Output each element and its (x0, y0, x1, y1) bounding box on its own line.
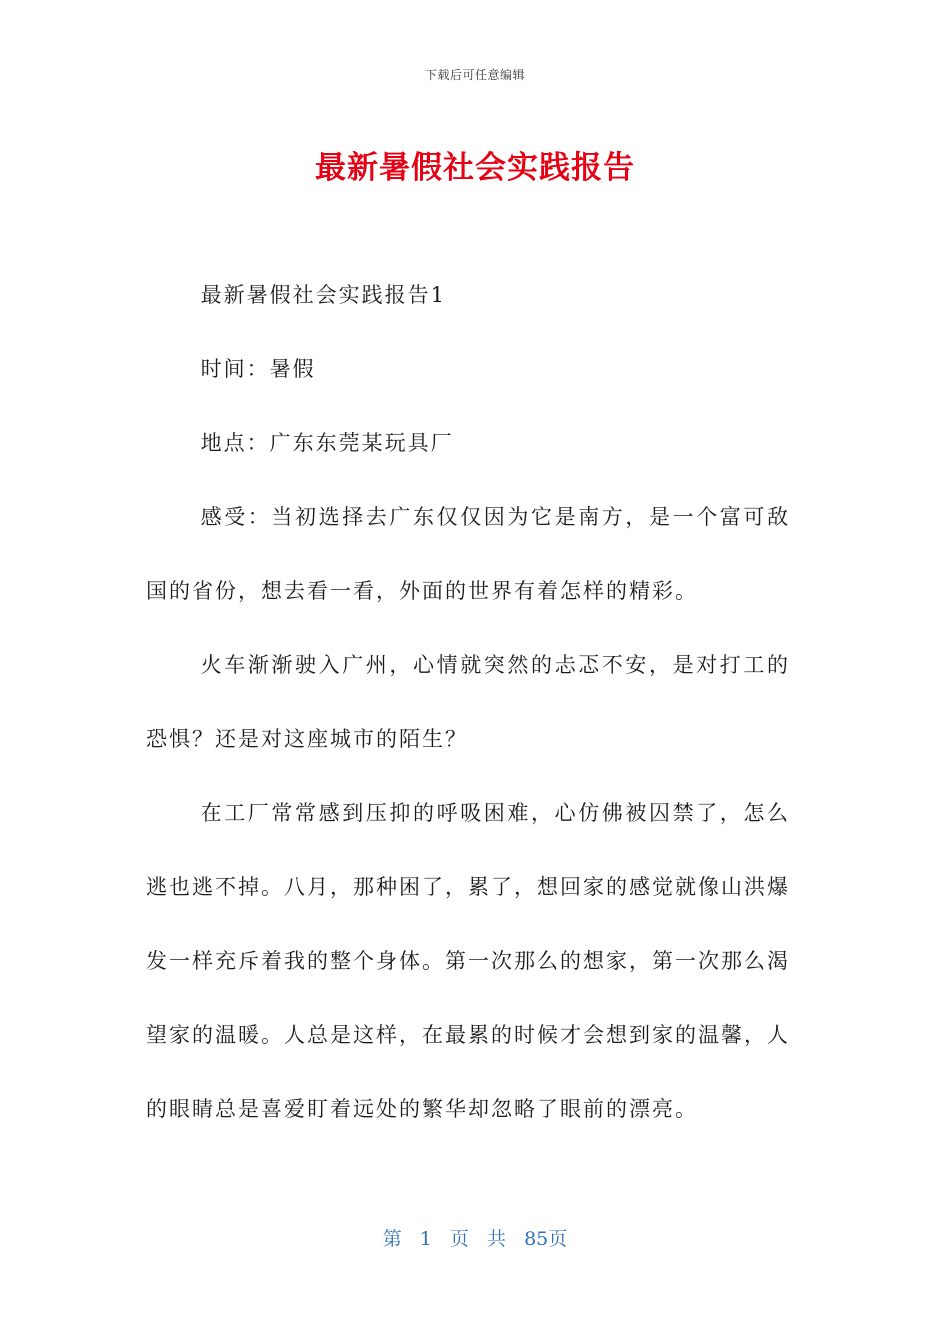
paragraph-section-heading: 最新暑假社会实践报告1 (200, 283, 446, 307)
total-label: 共 (487, 1228, 507, 1250)
paragraph-factory: 在工厂常常感到压抑的呼吸困难，心仿佛被囚禁了，怎么逃也逃不掉。八月，那种困了，累了，想回家的感觉就像山洪爆发一样充斥着我的整个身体。第一次那么的想家，第一次那么渴望家的温暖。人总是这样，在最累的时候才会想到家的温馨，人的眼睛总是喜爱盯着远处的繁华却忽略了眼前的漂亮。 (146, 801, 790, 1121)
paragraph-time: 时间：暑假 (200, 357, 316, 381)
total-pages: 85页 (524, 1228, 568, 1250)
document-title: 最新暑假社会实践报告 (315, 150, 635, 186)
document-body (146, 258, 790, 1146)
paragraph-feeling: 感受：当初选择去广东仅仅因为它是南方，是一个富可敌国的省份，想去看一看，外面的世界有着怎样的精彩。 (146, 505, 790, 603)
header-note: 下载后可任意编辑 (424, 68, 525, 82)
paragraph-location: 地点：广东东莞某玩具厂 (200, 431, 454, 455)
page-label: 页 (449, 1228, 469, 1250)
current-page-number: 1 (419, 1228, 432, 1250)
paragraph-train: 火车渐渐驶入广州，心情就突然的忐忑不安，是对打工的恐惧？还是对这座城市的陌生？ (146, 653, 790, 751)
page-label-prefix: 第 (382, 1228, 402, 1250)
page-counter (0, 1224, 950, 1251)
